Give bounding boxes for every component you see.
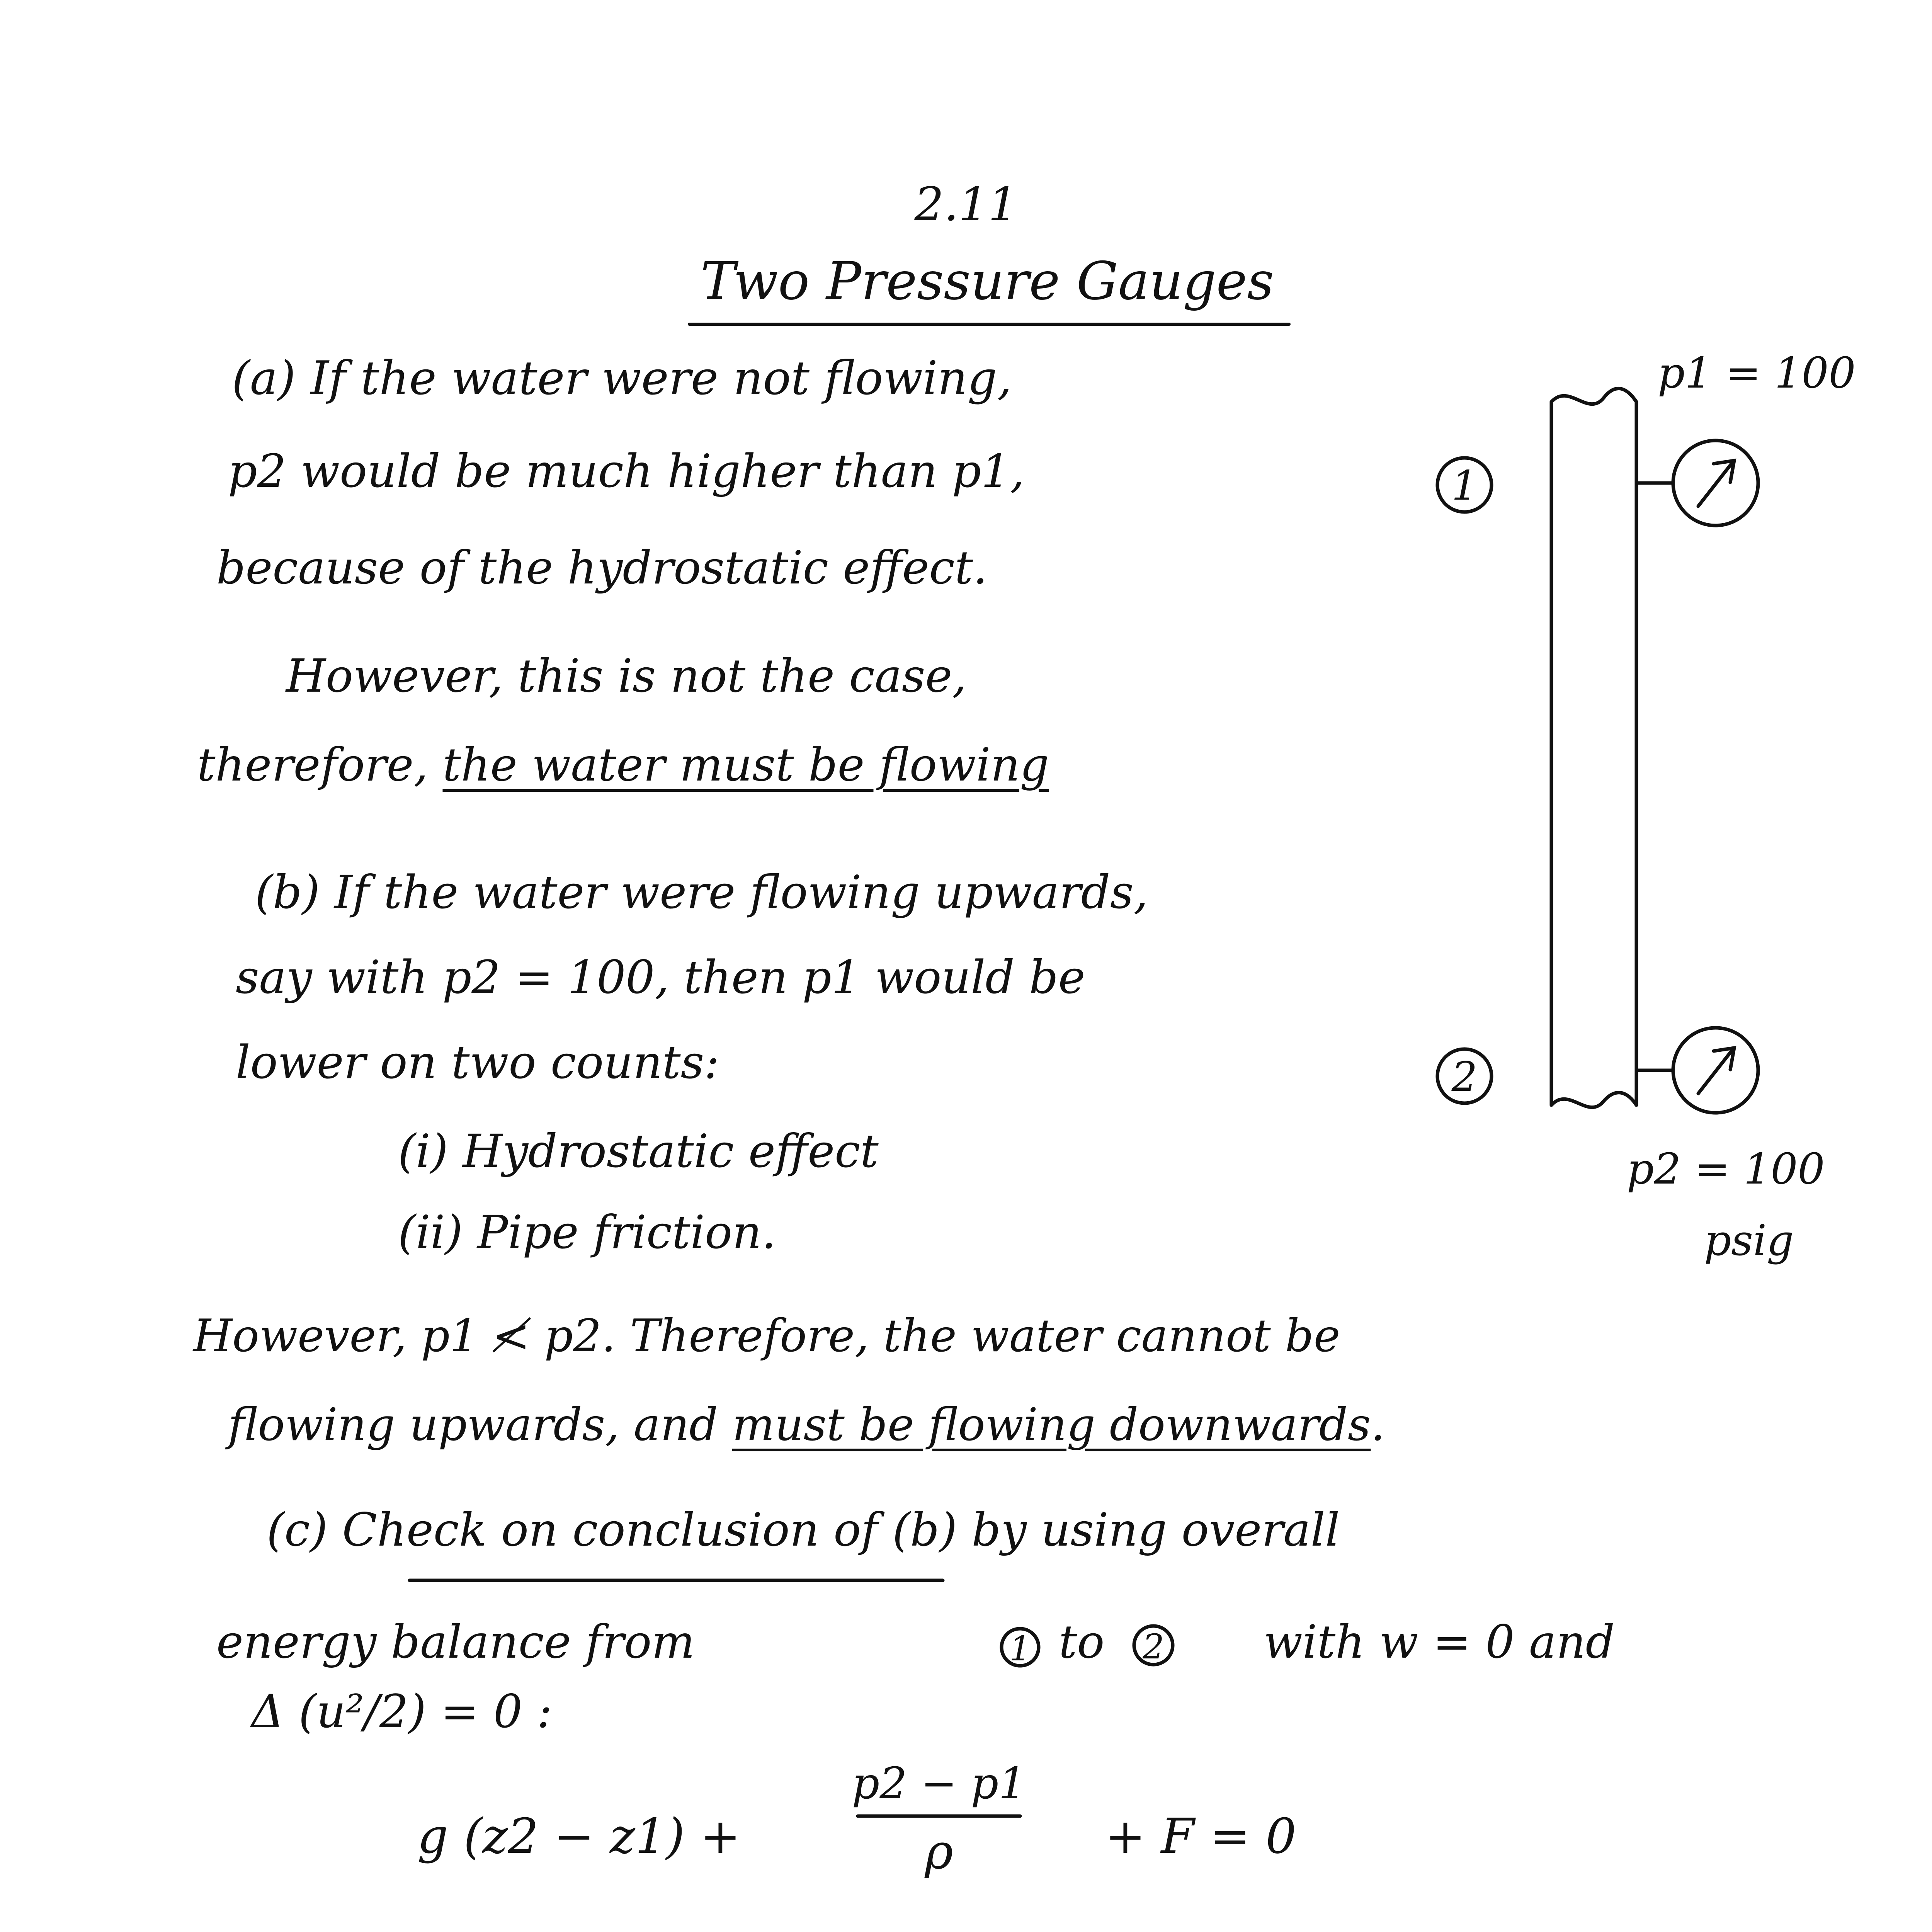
part-b-line-3: lower on two counts: (236, 1036, 719, 1089)
part-b-line-5-suffix: . (1371, 1399, 1385, 1451)
equation-left: g (z2 − z1) + (417, 1808, 741, 1864)
part-a-line-2: p2 would be much higher than p1, (228, 444, 1025, 498)
part-b-line-5-prefix: flowing upwards, and (228, 1399, 732, 1451)
inline-point-1-label: 1 (1009, 1629, 1031, 1668)
part-c-line-2c: with w = 0 and (1264, 1615, 1615, 1668)
pipe-bottom-break (1551, 1093, 1636, 1107)
part-a-line-4: However, this is not the case, (286, 649, 967, 702)
part-b-item-ii: (ii) Pipe friction. (398, 1206, 776, 1259)
p2-label: p2 = 100 (1627, 1144, 1825, 1194)
part-b-line-4: However, p1 ≮ p2. Therefore, the water cannot be (193, 1310, 1340, 1362)
part-a-conclusion-underlined: the water must be flowing (442, 738, 1049, 791)
part-c-line-1-suffix: of (b) by using overall (819, 1503, 1340, 1556)
part-c-line-2b: to (1059, 1615, 1105, 1668)
part-a-line-1: (a) If the water were not flowing, (232, 352, 1012, 405)
part-b-line-2: say with p2 = 100, then p1 would be (236, 951, 1085, 1004)
gauge-2-needle (1698, 1049, 1733, 1094)
part-b-line-1: (b) If the water were flowing upwards, (255, 866, 1148, 919)
part-b-item-i: (i) Hydrostatic effect (398, 1124, 879, 1178)
pipe-top-break (1551, 388, 1636, 404)
p1-label: p1 = 100 (1658, 348, 1856, 398)
part-a-line-3: because of the hydrostatic effect. (216, 541, 988, 594)
equation-denominator: ρ (925, 1824, 953, 1880)
part-c-line-3: Δ (u²/2) = 0 : (251, 1685, 553, 1738)
equation-numerator: p2 − p1 (852, 1759, 1026, 1809)
part-c-line-1-prefix: (c) (267, 1503, 342, 1556)
part-a-conclusion-prefix: therefore, (197, 738, 443, 791)
section-number: 2.11 (914, 178, 1018, 231)
page-title: Two Pressure Gauges (701, 251, 1274, 311)
inline-point-2-label: 2 (1143, 1627, 1164, 1667)
part-b-line-5-underlined: must be flowing downwards (732, 1399, 1371, 1451)
gauge-1-needle (1698, 462, 1733, 506)
part-c-line-2a: energy balance from (216, 1615, 695, 1668)
part-c-line-1-underlined: Check on conclusion (342, 1503, 819, 1556)
equation-right: + F = 0 (1105, 1808, 1296, 1864)
part-c-line-1 (267, 1503, 1340, 1556)
point-1-label: 1 (1451, 462, 1478, 509)
point-2-label: 2 (1451, 1053, 1478, 1100)
p2-unit: psig (1704, 1216, 1794, 1265)
